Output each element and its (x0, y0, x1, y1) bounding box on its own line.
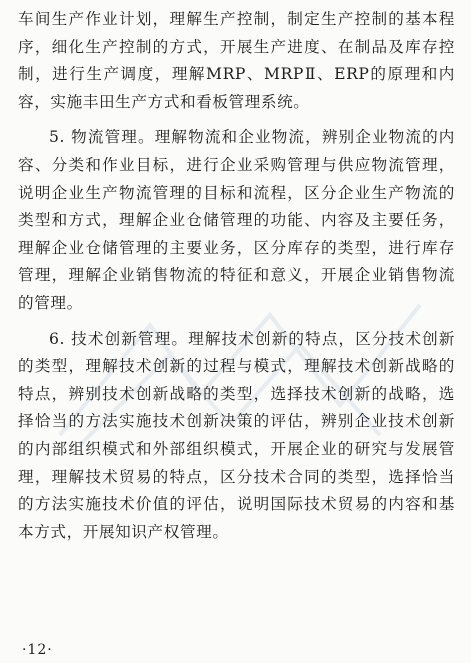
paragraph-production-control: 车间生产作业计划，理解生产控制，制定生产控制的基本程序，细化生产控制的方式，开展生产进度、在制品及库存控制，进行生产调度，理解MRP、MRPⅡ、ERP的原理和内容，实施丰田生产方式和看板管理系统。 (18, 10, 455, 111)
page-number: ·12· (22, 642, 53, 658)
body-text (18, 6, 455, 546)
paragraph-logistics-management: 5. 物流管理。理解物流和企业物流，辨别企业物流的内容、分类和作业目标，进行企业采购管理与供应物流管理，说明企业生产物流管理的目标和流程，区分企业生产物流的类型和方式，理解企业仓储管理的功能、内容及主要任务，理解企业仓储管理的主要业务，区分库存的类型，进行库存管理，理解企业销售物流的特征和意义，开展企业销售物流的管理。 (18, 128, 455, 312)
paragraph-technology-innovation: 6. 技术创新管理。理解技术创新的特点，区分技术创新的类型，理解技术创新的过程与模式，理解技术创新战略的特点，辨别技术创新战略的类型，选择技术创新的战略，选择恰当的方法实施技术创新决策的评估，辨别企业技术创新的内部组织模式和外部组织模式，开展企业的研究与发展管理，理解技术贸易的特点，区分技术合同的类型，选择恰当的方法实施技术价值的评估，说明国际技术贸易的内容和基本方式，开展知识产权管理。 (18, 329, 455, 541)
